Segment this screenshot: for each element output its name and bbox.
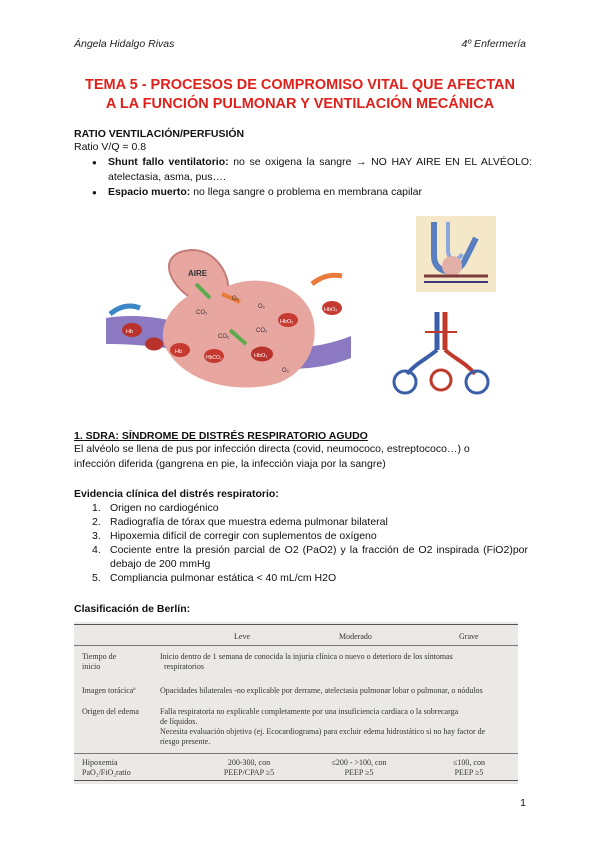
row-tiempo-label-1: Tiempo de: [82, 652, 117, 661]
row-imagen-text: Opacidades bilaterales -no explicable por derrame, atelectasia pulmonar lobar o pulmonar, o nódulos: [160, 686, 483, 695]
evidencia-item-1: 1. Origen no cardiogénico: [92, 502, 219, 514]
sdra-text-line-1: El alvéolo se llena de pus por infección directa (covid, neumococo, estreptococo…) o: [74, 443, 470, 455]
berlin-table: [74, 622, 518, 784]
label-hbco2: HbCO₂: [206, 355, 222, 361]
row-edema-text: [160, 707, 516, 747]
evidencia-item-5: 5. Compliancia pulmonar estática < 40 mL/cm H2O: [92, 572, 337, 584]
ratio-heading: RATIO VENTILACIÓN/PERFUSIÓN: [74, 128, 245, 140]
header-course: 4º Enfermería: [461, 38, 526, 50]
evidencia-item-4-text: Cociente entre la presión parcial de O2 (PaO2) y la fracción de O2 inspirada (FiO2)por debajo de 200 mmHg: [110, 544, 528, 570]
ratio-bullets: [92, 155, 532, 200]
evidencia-item-1-text: Origen no cardiogénico: [110, 502, 219, 514]
label-o2-b: O₂: [258, 304, 265, 310]
evidencia-item-2: 2. Radiografía de tórax que muestra edema pulmonar bilateral: [92, 516, 388, 528]
evidencia-item-5-text: Compliancia pulmonar estática < 40 mL/cm H2O: [110, 572, 337, 584]
evidencia-item-4: 4. Cociente entre la presión parcial de O2 (PaO2) y la fracción de O2 inspirada (FiO2)por debajo de 200 mmHg: [92, 544, 528, 570]
evidencia-list: [92, 501, 528, 585]
bullet-shunt-label: Shunt fallo ventilatorio:: [108, 156, 229, 168]
label-o2-a: O₂: [232, 296, 239, 302]
row-hipox-label-2: PaO₂/FiO₂ratio: [82, 768, 131, 777]
berlin-heading: Clasificación de Berlín:: [74, 603, 191, 615]
row-tiempo-text: [160, 652, 510, 672]
row-edema-label: Origen del edema: [82, 707, 139, 716]
row-edema-text-1: Falla respiratoria no explicable completamente por una insuficiencia cardiaca o la sobrecarga: [160, 707, 459, 716]
title-line-1: TEMA 5 - PROCESOS DE COMPROMISO VITAL QUE AFECTAN: [85, 77, 515, 93]
row-hipox-grave-1: ≤100, con: [453, 758, 485, 767]
label-co2-c: CO₂: [256, 328, 268, 334]
bullet-dead-space-text: no llega sangre o problema en membrana capilar: [190, 186, 422, 198]
row-edema-text-2: de líquidos.: [160, 717, 198, 726]
row-hipox-grave: [434, 758, 504, 778]
label-hbo2-3: HbO₂: [324, 307, 338, 313]
sdra-text-line-2: infección diferida (gangrena en pie, la infección viaja por la sangre): [74, 458, 386, 470]
label-hb-1: Hb: [126, 329, 134, 335]
header-author: Ángela Hidalgo Rivas: [74, 38, 175, 50]
row-hipox-leve: [214, 758, 284, 778]
row-tiempo-text-1: Inicio dentro de 1 semana de conocida la injuria clínica o nuevo o deterioro de los síntomas: [160, 652, 453, 661]
rbc-2: [145, 338, 163, 351]
page-number: 1: [520, 797, 526, 809]
label-hbo2-2: HbO₂: [280, 319, 294, 325]
row-imagen-label: Imagen torácicaª: [82, 686, 136, 695]
col-moderado: Moderado: [339, 632, 372, 641]
title-line-2: A LA FUNCIÓN PULMONAR Y VENTILACIÓN MECÁNICA: [105, 96, 495, 112]
row-hipox-label-1: Hipoxemia: [82, 758, 118, 767]
vq-diagram-top: [416, 216, 496, 292]
bullet-dead-space-label: Espacio muerto:: [108, 186, 191, 198]
evidencia-item-3-text: Hipoxemia difícil de corregir con suplementos de oxígeno: [110, 530, 377, 542]
arrow-blue-in: [110, 306, 140, 314]
evidencia-item-2-text: Radiografía de tórax que muestra edema pulmonar bilateral: [110, 516, 388, 528]
evidencia-item-3: 3. Hipoxemia difícil de corregir con suplementos de oxígeno: [92, 530, 377, 542]
row-hipox-grave-2: PEEP ≥5: [454, 768, 484, 777]
row-hipox-leve-2: PEEP/CPAP ≥5: [223, 768, 275, 777]
row-hipox-moderado-2: PEEP ≥5: [344, 768, 374, 777]
label-co2-b: CO₂: [218, 334, 230, 340]
label-o2-c: O₂: [282, 368, 289, 374]
row-hipox-moderado-1: ≤200 - >100, con: [331, 758, 387, 767]
alveolus-illustration: [96, 240, 356, 400]
sdra-heading: 1. SDRA: SÍNDROME DE DISTRÉS RESPIRATORIO AGUDO: [74, 430, 368, 442]
ratio-value: Ratio V/Q = 0.8: [74, 141, 147, 153]
evidencia-heading: Evidencia clínica del distrés respiratorio:: [74, 488, 279, 500]
row-edema-text-4: riesgo presente.: [160, 737, 211, 746]
row-hipox-moderado: [319, 758, 399, 778]
bullet-shunt-text: no se oxigena la sangre → NO HAY AIRE EN EL ALVÉOLO: atelectasia, asma, pus….: [108, 156, 532, 183]
label-hb-2: Hb: [175, 349, 183, 355]
page-title: [60, 76, 540, 114]
col-grave: Grave: [459, 632, 479, 641]
sdra-text: [74, 442, 526, 472]
col-leve: Leve: [234, 632, 250, 641]
bullet-dead-space: [92, 185, 532, 200]
label-hbo2-1: HbO₂: [254, 353, 268, 359]
vq-diagram-bottom: [385, 310, 495, 400]
label-aire: AIRE: [188, 269, 208, 278]
row-hipox-label: [82, 758, 131, 778]
row-hipox-leve-1: 200-300, con: [227, 758, 271, 767]
label-co2-a: CO₂: [196, 310, 208, 316]
row-tiempo-label-2: inicio: [82, 662, 101, 671]
row-edema-text-3: Necesita evaluación objetiva (ej. Ecocardiograma) para excluir edema hidrostático si no hay factor de: [160, 727, 486, 736]
row-tiempo-text-2: respiratorios: [164, 662, 204, 671]
bullet-shunt: [92, 155, 532, 185]
row-tiempo-label: [82, 652, 116, 672]
arrow-orange-out: [312, 275, 342, 284]
